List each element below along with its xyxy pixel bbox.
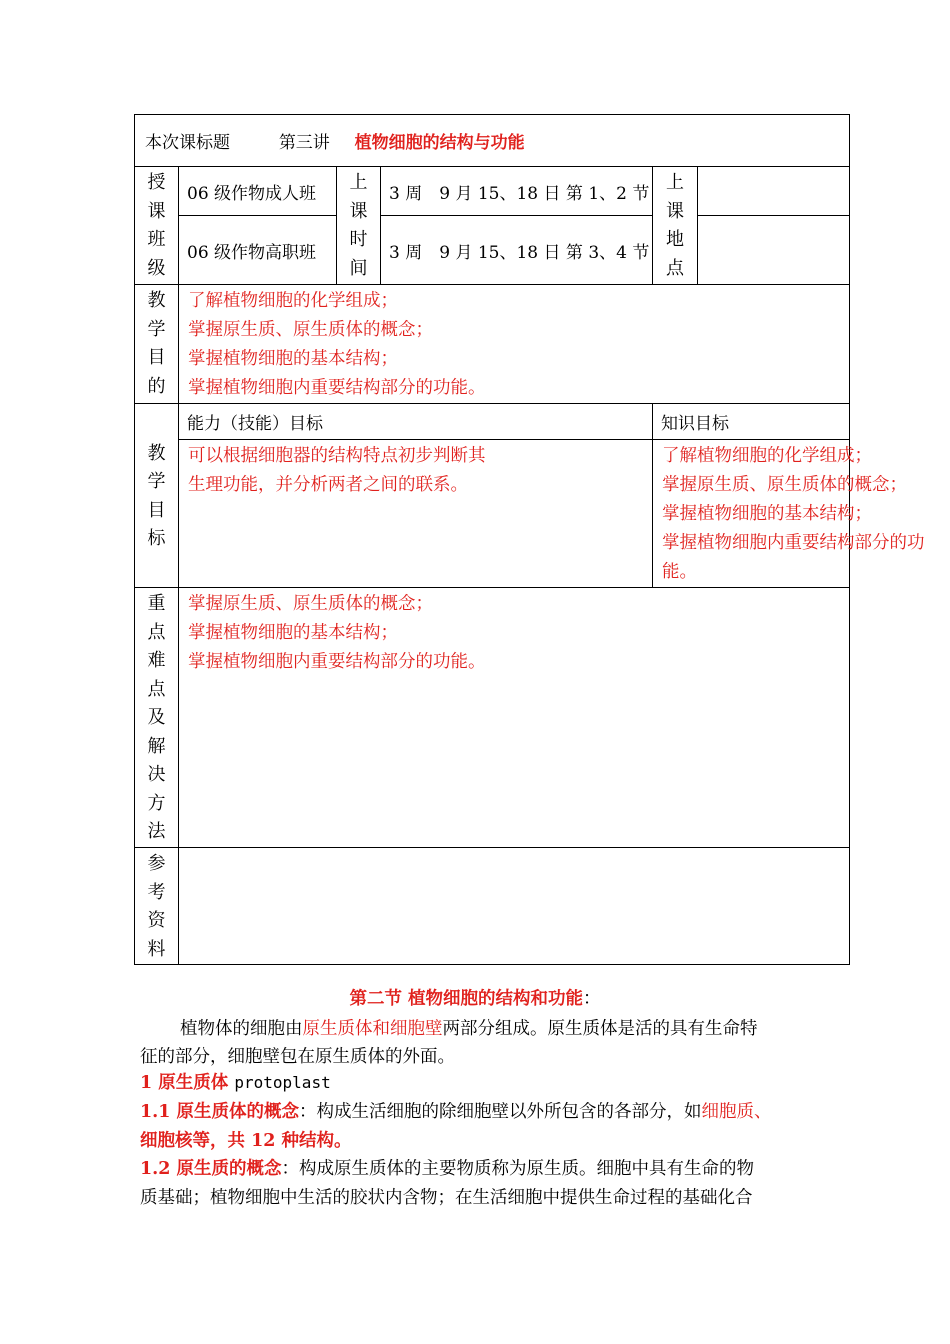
protoplast-definition: 1.1 原生质体的概念：构成生活细胞的除细胞壁以外所包含的各部分，如细胞质、 bbox=[140, 1102, 772, 1122]
topic-label: 本次课标题 bbox=[145, 133, 230, 153]
class-place-2 bbox=[698, 216, 850, 285]
class-place-1 bbox=[698, 167, 850, 216]
class-name-1: 06 级作物成人班 bbox=[179, 167, 337, 216]
key-difficulty-content: 掌握原生质、原生质体的概念； 掌握植物细胞的基本结构； 掌握植物细胞内重要结构部分的功能。 bbox=[179, 588, 850, 848]
protoplasm-definition-line2: 质基础；植物细胞中生活的胶状内含物；在生活细胞中提供生命过程的基础化合 bbox=[140, 1188, 753, 1208]
lesson-plan-table bbox=[134, 114, 925, 965]
protoplast-definition-line2: 细胞核等，共 12 种结构。 bbox=[140, 1131, 352, 1151]
purpose-label: 教 学 目 的 bbox=[135, 285, 179, 404]
ability-goal-header: 能力（技能）目标 bbox=[179, 404, 653, 440]
lesson-title: 植物细胞的结构与功能 bbox=[354, 133, 525, 153]
reference-label: 参 考 资 料 bbox=[135, 848, 179, 965]
class-time-1: 3 周 9 月 15、18 日 第 1、2 节 bbox=[381, 167, 653, 216]
knowledge-goal-content: 了解植物细胞的化学组成； 掌握原生质、原生质体的概念； 掌握植物细胞的基本结构； 掌握植物细胞内重要结构部分的功 能。 bbox=[653, 440, 850, 588]
ability-goal-content: 可以根据细胞器的结构特点初步判断其 生理功能，并分析两者之间的联系。 bbox=[179, 440, 653, 588]
intro-paragraph-line2: 征的部分，细胞壁包在原生质体的外面。 bbox=[140, 1047, 455, 1067]
reference-content bbox=[179, 848, 850, 965]
intro-paragraph: 植物体的细胞由原生质体和细胞壁两部分组成。原生质体是活的具有生命特 bbox=[180, 1019, 758, 1039]
difficulty-label: 重 点 难 点 及 解 决 方 法 bbox=[135, 588, 179, 848]
lecture-number: 第三讲 bbox=[278, 133, 330, 153]
place-label: 上 课 地 点 bbox=[653, 167, 698, 285]
lesson-title-row bbox=[135, 115, 850, 167]
time-label: 上 课 时 间 bbox=[337, 167, 381, 285]
goal-label: 教 学 目 标 bbox=[135, 404, 179, 588]
class-time-2: 3 周 9 月 15、18 日 第 3、4 节 bbox=[381, 216, 653, 285]
section-heading: 第二节 植物细胞的结构和功能： bbox=[349, 989, 601, 1009]
class-name-2: 06 级作物高职班 bbox=[179, 216, 337, 285]
teaching-purpose: 了解植物细胞的化学组成； 掌握原生质、原生质体的概念； 掌握植物细胞的基本结构； 掌握植物细胞内重要结构部分的功能。 bbox=[179, 285, 850, 404]
class-label: 授 课 班 级 bbox=[135, 167, 179, 285]
knowledge-goal-header: 知识目标 bbox=[653, 404, 850, 440]
protoplast-heading: 1 原生质体 protoplast bbox=[140, 1073, 331, 1093]
protoplasm-definition: 1.2 原生质的概念：构成原生质体的主要物质称为原生质。细胞中具有生命的物 bbox=[140, 1159, 755, 1179]
